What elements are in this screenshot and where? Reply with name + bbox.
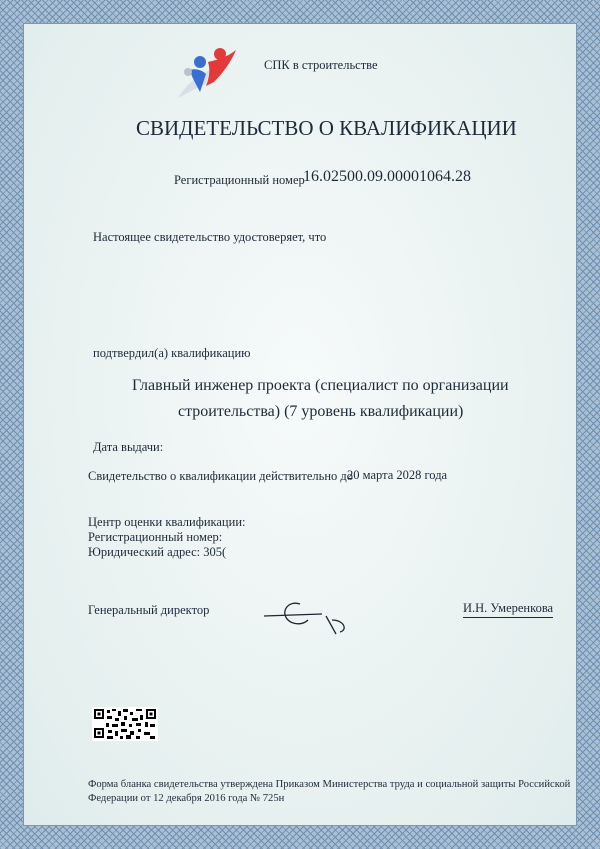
footer-line-1: Форма бланка свидетельства утверждена Приказом Министерства труда и социальной защиты Российской [88, 779, 571, 790]
certificate-body [24, 24, 576, 825]
footer-line-2: Федерации от 12 декабря 2016 года № 725н [88, 793, 285, 804]
confirmed-text: подтвердил(а) квалификацию [93, 346, 251, 360]
signature-icon [262, 590, 358, 640]
center-label: Центр оценки квалификации: [88, 515, 246, 529]
director-name: И.Н. Умеренкова [463, 601, 553, 618]
qr-code-icon [92, 707, 158, 741]
page-title: СВИДЕТЕЛЬСТВО О КВАЛИФИКАЦИИ [136, 116, 517, 140]
org-name: СПК в строительстве [264, 58, 378, 72]
reg-number: 16.02500.09.00001064.28 [303, 168, 471, 185]
valid-date: 20 марта 2028 года [347, 468, 448, 482]
issue-date-label: Дата выдачи: [93, 440, 164, 454]
director-label: Генеральный директор [88, 603, 210, 617]
qualification-line-2: строительства) (7 уровень квалификации) [178, 403, 464, 420]
center-reg-label: Регистрационный номер: [88, 530, 223, 544]
valid-label: Свидетельство о квалификации действительно до [88, 469, 353, 483]
reg-number-label: Регистрационный номер [174, 173, 305, 187]
spk-logo-icon [170, 40, 250, 110]
address-label: Юридический адрес: 305( [88, 545, 227, 559]
qr-code [92, 707, 158, 741]
qualification-line-1: Главный инженер проекта (специалист по организации [132, 377, 509, 394]
certifies-text: Настоящее свидетельство удостоверяет, что [93, 230, 327, 244]
